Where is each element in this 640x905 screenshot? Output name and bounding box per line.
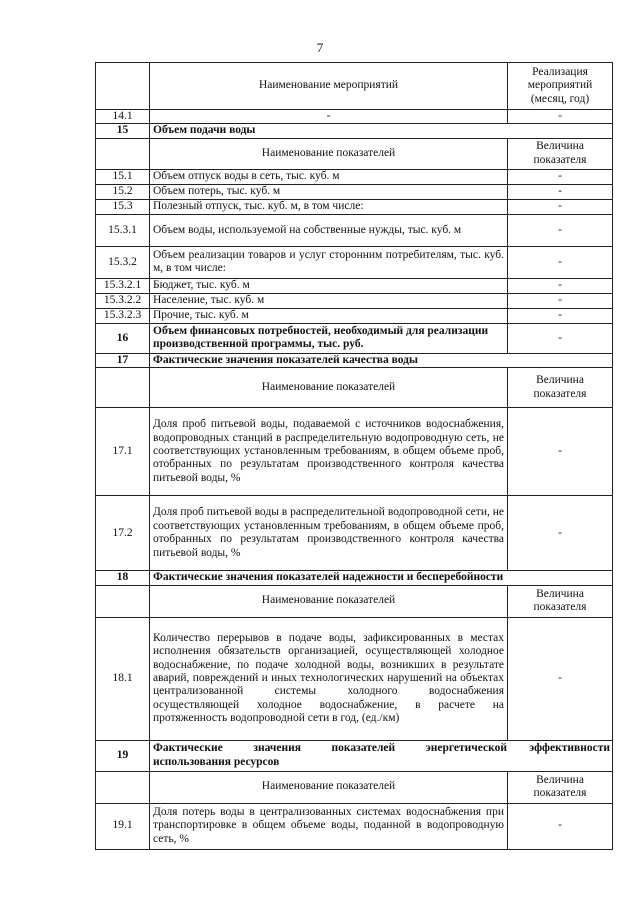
row-number: 14.1 xyxy=(96,110,150,124)
row-text: Объем потерь, тыс. куб. м xyxy=(150,184,508,199)
indicator-value-header: Величина показателя xyxy=(508,771,613,803)
row-value: - xyxy=(508,214,613,246)
table-row xyxy=(96,408,613,496)
header-num-cell xyxy=(96,63,150,110)
row-value: - xyxy=(508,110,613,124)
section-title xyxy=(150,740,613,771)
row-value: - xyxy=(508,199,613,214)
indicator-value-header: Величина показателя xyxy=(508,138,613,169)
row-value: - xyxy=(508,408,613,496)
section-number: 16 xyxy=(96,323,150,353)
row-number: 15.3.1 xyxy=(96,214,150,246)
row-value: - xyxy=(508,278,613,293)
row-text: Население, тыс. куб. м xyxy=(150,293,508,308)
table-row xyxy=(96,293,613,308)
row-number: 15.1 xyxy=(96,169,150,184)
section-number: 17 xyxy=(96,353,150,367)
row-value: - xyxy=(508,323,613,353)
section-19-row xyxy=(96,740,613,771)
row-number: 15.3.2 xyxy=(96,246,150,278)
row-text: Доля потерь воды в централизованных системах водоснабжения при транспортировке в общем объеме воды, поданной в водопроводную сеть, % xyxy=(150,803,508,849)
section-title-part: использования ресурсов xyxy=(153,755,280,768)
indicator-name-header: Наименование показателей xyxy=(150,771,508,803)
row-number: 17.2 xyxy=(96,496,150,571)
section-18-row xyxy=(96,571,613,585)
row-number: 19.1 xyxy=(96,803,150,849)
table-row xyxy=(96,199,613,214)
section-17-row xyxy=(96,353,613,367)
row-number: 18.1 xyxy=(96,617,150,740)
table-row xyxy=(96,278,613,293)
section-title: Объем подачи воды xyxy=(150,124,613,138)
row-value: - xyxy=(508,308,613,323)
row-text: Бюджет, тыс. куб. м xyxy=(150,278,508,293)
row-text: Объем воды, используемой на собственные нужды, тыс. куб. м xyxy=(150,214,508,246)
table-row xyxy=(96,184,613,199)
row-text: Объем отпуск воды в сеть, тыс. куб. м xyxy=(150,169,508,184)
section-number: 18 xyxy=(96,571,150,585)
indicator-value-header: Величина показателя xyxy=(508,368,613,408)
header-num-cell xyxy=(96,585,150,617)
measures-name-header: Наименование мероприятий xyxy=(150,63,508,110)
row-text: - xyxy=(150,110,508,124)
row-number: 15.3.2.3 xyxy=(96,308,150,323)
section-number: 19 xyxy=(96,740,150,771)
sub-header-row xyxy=(96,585,613,617)
section-title: Фактические значения показателей качества воды xyxy=(150,353,613,367)
table-row xyxy=(96,246,613,278)
table-row xyxy=(96,110,613,124)
table-row xyxy=(96,617,613,740)
row-text: Доля проб питьевой воды в распределительной водопроводной сети, не соответствующих установленным требованиям, в общем объеме проб, отобранных по результатам производственного контроля качества питьевой воды, % xyxy=(150,496,508,571)
row-text: Объем реализации товаров и услуг сторонним потребителям, тыс. куб. м, в том числе: xyxy=(150,246,508,278)
sub-header-row xyxy=(96,771,613,803)
row-value: - xyxy=(508,169,613,184)
header-num-cell xyxy=(96,771,150,803)
measures-impl-header: Реализация мероприятий (месяц, год) xyxy=(508,63,613,110)
row-number: 17.1 xyxy=(96,408,150,496)
row-value: - xyxy=(508,617,613,740)
indicator-name-header: Наименование показателей xyxy=(150,368,508,408)
row-value: - xyxy=(508,803,613,849)
row-number: 15.3.2.1 xyxy=(96,278,150,293)
section-number: 15 xyxy=(96,124,150,138)
section-title-part: эффективности xyxy=(529,742,610,755)
table-row xyxy=(96,496,613,571)
header-num-cell xyxy=(96,138,150,169)
row-text: Прочие, тыс. куб. м xyxy=(150,308,508,323)
indicators-table xyxy=(95,62,613,850)
row-value: - xyxy=(508,246,613,278)
section-title: Фактические значения показателей надежности и бесперебойности xyxy=(150,571,613,585)
row-value: - xyxy=(508,293,613,308)
table-row xyxy=(96,308,613,323)
table-row xyxy=(96,214,613,246)
row-text: Количество перерывов в подаче воды, зафиксированных в местах исполнения обязательств организацией, осуществляющей холодное водоснабжение, по подаче холодной воды, возникших в результате аварий, повреждений и иных технологических нарушений на объектах централизованной системы холодного водоснабжения осуществляющей холодное водоснабжение, в расчете на протяженность водопроводной сети в год, (ед./км) xyxy=(150,617,508,740)
indicator-value-header: Величина показателя xyxy=(508,585,613,617)
row-text: Доля проб питьевой воды, подаваемой с источников водоснабжения, водопроводных станций в распределительную водопроводную сеть, не соответствующих установленным требованиям, в общем объеме проб, отобранных по результатам производственного контроля качества питьевой воды, % xyxy=(150,408,508,496)
measures-header-row xyxy=(96,63,613,110)
section-16-row xyxy=(96,323,613,353)
row-number: 15.3 xyxy=(96,199,150,214)
row-number: 15.3.2.2 xyxy=(96,293,150,308)
indicator-name-header: Наименование показателей xyxy=(150,585,508,617)
section-15-row xyxy=(96,124,613,138)
sub-header-row xyxy=(96,138,613,169)
table-row xyxy=(96,169,613,184)
section-title-part: Фактические значения показателей энергетической xyxy=(153,742,507,755)
section-title: Объем финансовых потребностей, необходимый для реализации производственной программы, тыс. руб. xyxy=(150,323,508,353)
indicator-name-header: Наименование показателей xyxy=(150,138,508,169)
row-number: 15.2 xyxy=(96,184,150,199)
table-row xyxy=(96,803,613,849)
row-value: - xyxy=(508,184,613,199)
header-num-cell xyxy=(96,368,150,408)
sub-header-row xyxy=(96,368,613,408)
page-number: 7 xyxy=(316,40,324,55)
row-text: Полезный отпуск, тыс. куб. м, в том числе: xyxy=(150,199,508,214)
row-value: - xyxy=(508,496,613,571)
